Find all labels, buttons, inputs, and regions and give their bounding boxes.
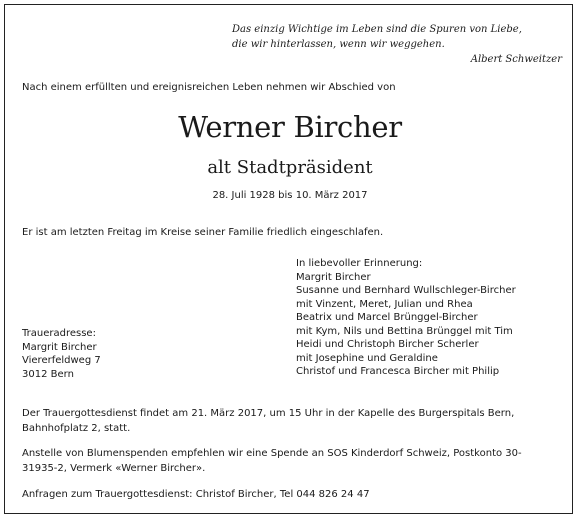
quote-line: die wir hinterlassen, wenn wir weggehen. xyxy=(232,39,445,50)
deceased-title: alt Stadtpräsident xyxy=(207,157,373,178)
address-line: 3012 Bern xyxy=(22,368,74,380)
service-paragraph: Der Trauergottesdienst findet am 21. März 2017, um 15 Uhr in der Kapelle des Burgerspitals Bern, Bahnhofplatz 2, statt. xyxy=(22,408,515,434)
mourner-line: Christof und Francesca Bircher mit Philip xyxy=(296,366,500,377)
inquiries-paragraph: Anfragen zum Trauergottesdienst: Christof Bircher, Tel 044 826 24 47 xyxy=(22,489,370,500)
deceased-name: Werner Bircher xyxy=(178,110,402,144)
quote-author: Albert Schweitzer xyxy=(470,54,562,65)
intro-text: Nach einem erfüllten und ereignisreichen Leben nehmen wir Abschied von xyxy=(22,82,396,93)
address-line: Viererfeldweg 7 xyxy=(22,355,101,366)
quote-line: Das einzig Wichtige im Leben sind die Spuren von Liebe, xyxy=(232,24,522,35)
mourners-heading: In liebevoller Erinnerung: xyxy=(296,258,423,269)
address-line: Margrit Bircher xyxy=(22,341,97,353)
mourner-line: mit Josephine und Geraldine xyxy=(296,352,438,364)
mourner-line: Margrit Bircher xyxy=(296,271,371,283)
mourners-list xyxy=(296,257,516,379)
donations-paragraph: Anstelle von Blumenspenden empfehlen wir eine Spende an SOS Kinderdorf Schweiz, Postkonto 30-31935-2, Vermerk «Werner Bircher». xyxy=(22,448,522,474)
mourner-line: Susanne und Bernhard Wullschleger-Bircher xyxy=(296,285,516,296)
mourner-line: mit Kym, Nils und Bettina Brünggel mit Tim xyxy=(296,325,513,337)
mourner-line: Beatrix und Marcel Brünggel-Bircher xyxy=(296,312,478,323)
mourner-line: Heidi und Christoph Bircher Scherler xyxy=(296,339,479,350)
passing-text: Er ist am letzten Freitag im Kreise seiner Familie friedlich eingeschlafen. xyxy=(22,227,384,238)
address-heading: Traueradresse: xyxy=(22,328,96,339)
mourning-address xyxy=(22,327,101,381)
mourner-line: mit Vinzent, Meret, Julian und Rhea xyxy=(296,298,473,310)
life-dates: 28. Juli 1928 bis 10. März 2017 xyxy=(212,190,368,201)
epigraph-quote xyxy=(232,22,562,67)
